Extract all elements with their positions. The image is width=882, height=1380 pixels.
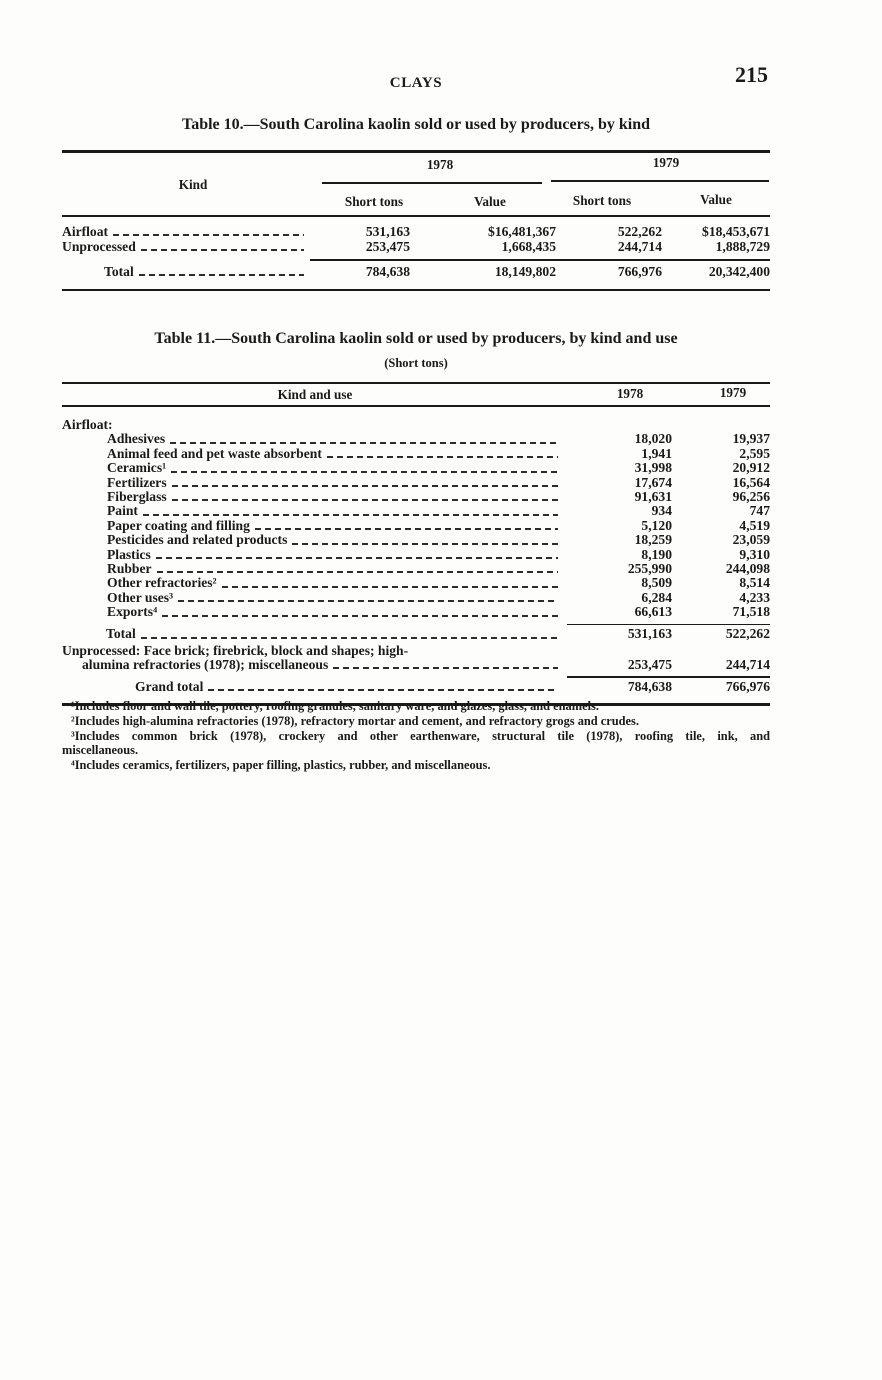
footnote-2: ²Includes high-alumina refractories (1978), refractory mortar and cement, and refractory grogs and crudes.	[71, 713, 639, 728]
table10-title: Table 10.—South Carolina kaolin sold or used by producers, by kind	[182, 116, 650, 133]
row-label: Fertilizers	[107, 474, 167, 490]
table11-subtitle: (Short tons)	[384, 356, 448, 370]
dash-leader	[255, 528, 558, 530]
cell-value-1979: 20,342,400	[708, 263, 770, 279]
footnotes	[62, 699, 770, 773]
row-stub	[62, 476, 564, 490]
cell-tons-1978: 253,475	[365, 239, 410, 254]
dash-leader	[170, 442, 558, 444]
dash-leader	[327, 456, 558, 458]
dash-leader	[156, 557, 558, 559]
table-row	[62, 548, 770, 562]
table10-subhead-shorttons-1978: Short tons	[344, 194, 404, 209]
page-number: 215	[735, 62, 768, 87]
cell-1978: 18,259	[634, 532, 672, 548]
dash-leader	[157, 571, 558, 573]
cell-1978: 8,190	[641, 546, 672, 562]
row-label: Plastics	[107, 546, 151, 562]
row-stub	[62, 533, 564, 547]
row-stub	[62, 264, 310, 279]
table10-stub-header: Kind	[178, 177, 208, 192]
dash-leader	[222, 586, 558, 588]
cell-tons-1979: 766,976	[617, 263, 662, 279]
table10-bottom-rule	[62, 289, 770, 291]
row-label: Adhesives	[107, 431, 166, 447]
row-stub	[62, 627, 564, 641]
table11-year-1979: 1979	[719, 385, 747, 400]
cell-1978: 255,990	[627, 561, 672, 577]
cell-1979: 747	[749, 503, 770, 519]
cell-1978: 1,941	[641, 445, 672, 461]
cell-value-1978: 1,668,435	[501, 239, 556, 254]
cell-value-1979: $18,453,671	[702, 224, 770, 239]
table10-total-row	[62, 264, 770, 279]
table10-body	[62, 217, 770, 291]
cell-1979: 20,912	[732, 460, 770, 476]
row-stub	[62, 548, 564, 562]
footnote-3-line2: miscellaneous.	[62, 743, 139, 758]
row-stub	[62, 605, 564, 619]
cell-tons-1979: 244,714	[617, 239, 662, 254]
table11-grand-total-row	[62, 680, 770, 694]
cell-value-1978: 18,149,802	[494, 263, 556, 279]
row-stub	[62, 519, 564, 533]
section-label: Airfloat:	[62, 417, 113, 432]
cell-1978: 5,120	[641, 517, 672, 533]
rule-under-1979	[551, 180, 769, 182]
cell-1978: 66,613	[634, 604, 672, 620]
table-row	[62, 504, 770, 518]
table11	[62, 382, 770, 706]
table-row	[62, 476, 770, 490]
cell-value-1978: $16,481,367	[488, 224, 556, 239]
dash-leader	[208, 689, 558, 691]
table-row	[62, 224, 770, 239]
table-row	[62, 591, 770, 605]
total-separator-rule	[310, 259, 770, 261]
running-header: CLAYS	[389, 75, 443, 91]
dash-leader	[141, 637, 558, 639]
cell-value-1979: 1,888,729	[715, 239, 770, 254]
cell-1979: 522,262	[725, 626, 770, 642]
cell-1979: 766,976	[725, 678, 770, 694]
row-label: Paper coating and filling	[107, 517, 250, 533]
table10-subhead-value-1979: Value	[700, 192, 732, 207]
footnote-4: ⁴Includes ceramics, fertilizers, paper filling, plastics, rubber, and miscellaneous.	[71, 758, 491, 773]
table11-title: Table 11.—South Carolina kaolin sold or used by producers, by kind and use	[154, 330, 678, 347]
footnote-3-line1: ³Includes common brick (1978), crockery and other earthenware, structural tile (1978), roofing tile, ink, and	[71, 728, 770, 743]
row-label: Other refractories²	[107, 575, 217, 591]
cell-1978: 91,631	[634, 489, 672, 505]
cell-1979: 244,714	[725, 657, 770, 672]
row-stub	[62, 461, 564, 475]
table-row	[62, 533, 770, 547]
row-stub	[62, 504, 564, 518]
table11-body	[62, 407, 770, 706]
table11-total-row	[62, 627, 770, 641]
cell-1979: 9,310	[739, 546, 770, 562]
row-stub	[62, 591, 564, 605]
cell-1979: 23,059	[732, 532, 770, 548]
dash-leader	[143, 514, 558, 516]
dash-leader	[172, 499, 558, 501]
unprocessed-row-line1	[62, 644, 770, 658]
row-stub	[62, 432, 564, 446]
cell-1979: 4,233	[739, 589, 770, 605]
table-row	[62, 576, 770, 590]
row-label: Animal feed and pet waste absorbent	[107, 445, 322, 461]
row-stub	[62, 490, 564, 504]
row-label: Pesticides and related products	[107, 532, 288, 548]
dash-leader	[113, 234, 304, 236]
total-separator-rule	[567, 624, 770, 626]
cell-1979: 96,256	[732, 489, 770, 505]
row-label: Unprocessed: Face brick; firebrick, block and shapes; high-	[62, 642, 409, 658]
row-label: Other uses³	[107, 589, 174, 605]
cell-1979: 244,098	[725, 561, 770, 577]
row-label: Total	[104, 263, 134, 279]
cell-1978: 934	[651, 503, 672, 519]
table-row	[62, 519, 770, 533]
table-row	[62, 461, 770, 475]
dash-leader	[171, 471, 558, 473]
cell-1978: 31,998	[634, 460, 672, 476]
cell-tons-1978: 784,638	[365, 263, 410, 279]
cell-1978: 6,284	[641, 589, 672, 605]
table-row	[62, 239, 770, 254]
table10-subhead-value-1978: Value	[474, 194, 506, 209]
dash-leader	[141, 249, 304, 251]
row-label: Unprocessed	[62, 239, 136, 254]
unprocessed-row-line2	[62, 658, 770, 672]
cell-1978: 18,020	[634, 431, 672, 447]
row-label: Ceramics¹	[107, 460, 167, 476]
dash-leader	[172, 485, 558, 487]
cell-1978: 8,509	[641, 575, 672, 591]
table-row	[62, 490, 770, 504]
row-stub	[62, 576, 564, 590]
dash-leader	[292, 543, 558, 545]
dash-leader	[139, 274, 304, 276]
row-stub	[62, 447, 564, 461]
cell-1979: 4,519	[739, 517, 770, 533]
row-label: Exports⁴	[107, 604, 158, 620]
row-label: Grand total	[135, 678, 204, 694]
table11-header	[62, 382, 770, 407]
cell-tons-1979: 522,262	[617, 224, 662, 239]
table10-subhead-shorttons-1979: Short tons	[572, 193, 632, 208]
table11-year-1978: 1978	[616, 386, 644, 401]
grand-total-separator-rule	[567, 676, 770, 678]
dash-leader	[162, 615, 558, 617]
cell-tons-1978: 531,163	[365, 224, 410, 239]
cell-1979: 16,564	[732, 474, 770, 490]
row-stub	[62, 224, 310, 239]
cell-1978: 784,638	[627, 678, 672, 694]
row-label: Paint	[107, 503, 138, 519]
row-label: alumina refractories (1978); miscellaneous	[82, 657, 329, 672]
dash-leader	[178, 600, 558, 602]
table-row	[62, 562, 770, 576]
cell-1979: 19,937	[732, 431, 770, 447]
table10-year-1978: 1978	[426, 157, 454, 172]
section-header-row	[62, 418, 770, 432]
table10-year-1979: 1979	[652, 155, 680, 170]
table-row	[62, 605, 770, 619]
cell-1979: 71,518	[732, 604, 770, 620]
cell-1979: 8,514	[739, 575, 770, 591]
table-row	[62, 432, 770, 446]
row-label: Total	[106, 626, 136, 642]
row-stub	[62, 562, 564, 576]
footnote-1: ¹Includes floor and wall tile, pottery, roofing granules, sanitary ware, and glazes, glass, and enamels.	[71, 699, 599, 713]
cell-1978: 253,475	[627, 657, 672, 672]
row-stub	[62, 680, 564, 694]
row-label: Airfloat	[62, 224, 109, 239]
row-stub	[62, 239, 310, 254]
cell-1978: 17,674	[634, 474, 672, 490]
table10	[62, 150, 770, 291]
table-row	[62, 447, 770, 461]
table11-stub-header: Kind and use	[277, 387, 353, 402]
row-label: Rubber	[107, 561, 152, 577]
cell-1978: 531,163	[627, 626, 672, 642]
table10-header	[62, 150, 770, 217]
row-label: Fiberglass	[107, 489, 167, 505]
row-stub	[62, 658, 564, 672]
cell-1979: 2,595	[739, 445, 770, 461]
rule-under-1978	[322, 182, 542, 184]
dash-leader	[333, 667, 558, 669]
